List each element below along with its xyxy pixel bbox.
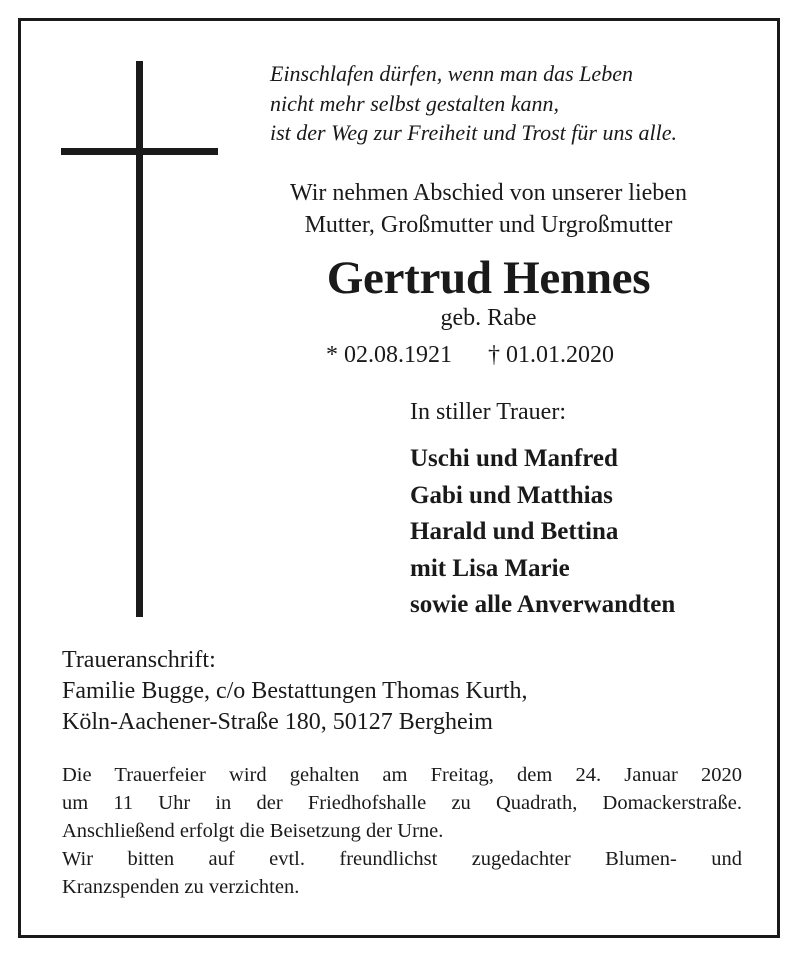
address-line: Traueranschrift: <box>62 647 216 673</box>
address-line: Köln-Aachener-Straße 180, 50127 Bergheim <box>62 709 493 735</box>
cross-icon-horizontal-bar <box>61 148 218 155</box>
poem-line: ist der Weg zur Freiheit und Trost für uns alle. <box>270 120 678 145</box>
notice-line: Kranzspenden zu verzichten. <box>62 876 300 898</box>
mourning-address <box>62 645 528 738</box>
poem-line: nicht mehr selbst gestalten kann, <box>270 90 560 116</box>
mourner-item: mit Lisa Marie <box>410 554 570 582</box>
address-line: Familie Bugge, c/o Bestattungen Thomas Kurth, <box>62 678 528 704</box>
death-date: † 01.01.2020 <box>488 342 614 368</box>
mourner-item: Uschi und Manfred <box>410 445 618 472</box>
notice-line: Die Trauerfeier wird gehalten am Freitag, dem 24. Januar 2020 <box>62 764 742 786</box>
mourners-list <box>410 441 675 624</box>
funeral-notice <box>62 761 742 901</box>
notice-line: Anschließend erfolgt die Beisetzung der Urne. <box>62 820 444 842</box>
birth-date: * 02.08.1921 <box>326 342 452 368</box>
farewell-intro <box>236 177 741 241</box>
life-dates <box>326 340 614 370</box>
mourner-item: Harald und Bettina <box>410 518 619 545</box>
poem-line: Einschlafen dürfen, wenn man das Leben <box>270 61 633 86</box>
mourner-item: sowie alle Anverwandten <box>410 591 676 618</box>
notice-line: Wir bitten auf evtl. freundlichst zugedachter Blumen- und <box>62 848 742 870</box>
maiden-name: geb. Rabe <box>440 305 537 331</box>
notice-line: um 11 Uhr in der Friedhofshalle zu Quadrath, Domackerstraße. <box>62 792 742 814</box>
intro-line: Mutter, Großmutter und Urgroßmutter <box>304 212 673 238</box>
poem <box>270 59 677 148</box>
cross-icon-vertical-bar <box>136 61 143 617</box>
intro-line: Wir nehmen Abschied von unserer lieben <box>290 180 687 206</box>
mourner-item: Gabi und Matthias <box>410 481 613 509</box>
mourning-label: In stiller Trauer: <box>410 399 566 425</box>
deceased-name: Gertrud Hennes <box>326 252 651 304</box>
